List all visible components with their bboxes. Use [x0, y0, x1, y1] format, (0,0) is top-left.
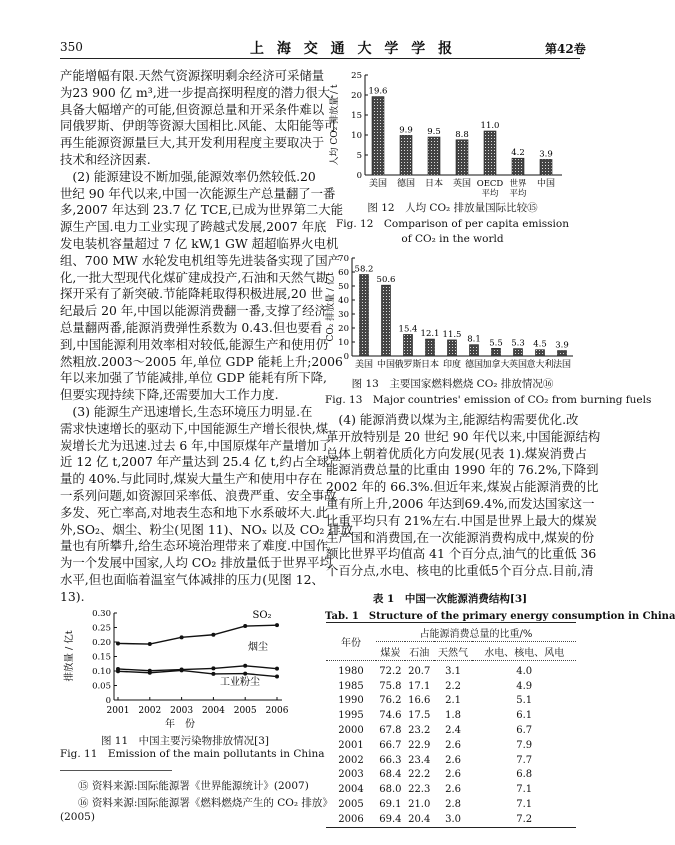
x-tick-label: 2003 — [170, 706, 194, 716]
y-tick-label: 50 — [338, 282, 349, 292]
table-row — [326, 679, 576, 694]
x-tick-label: 世界 — [509, 179, 527, 189]
y-tick-label: 10 — [351, 131, 362, 141]
table-cell: 3.1 — [445, 665, 461, 677]
x-tick-label: 2002 — [138, 706, 162, 716]
bar — [512, 158, 524, 175]
table-cell: 7.1 — [516, 784, 533, 796]
table-row — [326, 812, 576, 827]
y-tick-label: 0.05 — [92, 681, 111, 692]
header-group: 占能源消费总量的比重/% — [376, 623, 576, 642]
y-tick-label: 10 — [338, 338, 349, 348]
table-cell: 20.4 — [408, 813, 431, 825]
x-tick-label: 日本 — [424, 179, 444, 189]
text-line: 但要实现持续下降,还需要加大工作力度. — [60, 387, 279, 403]
data-label: 9.5 — [427, 127, 441, 137]
text-line: 世纪 90 年代以来,中国一次能源生产总量翻了一番 — [60, 185, 336, 201]
text-line: 探开采有了新突破.节能降耗取得积极进展,20 世 — [60, 286, 324, 302]
table-cell: 17.5 — [408, 710, 431, 722]
table-cell: 6.7 — [516, 725, 533, 737]
text-line: 年以来加强了节能减排,单位 GDP 能耗有所下降, — [60, 370, 327, 386]
data-label: 3.9 — [539, 149, 553, 160]
table-cell: 68.4 — [379, 769, 402, 781]
text-line: 近 12 亿 t,2007 年产量达到 25.4 亿 t,约占全球产 — [60, 454, 342, 470]
bar — [470, 345, 479, 356]
table-cell: 2.4 — [445, 725, 461, 737]
y-axis-label: CO₂ 排放量 / 亿t — [326, 272, 336, 342]
right-column-text — [326, 412, 601, 580]
table-cell: 21.0 — [408, 799, 431, 811]
table-cell: 7.7 — [516, 754, 533, 766]
data-label: 5.3 — [511, 338, 525, 349]
table-row — [326, 738, 576, 753]
data-label: 3.9 — [555, 340, 569, 351]
table-row — [326, 708, 576, 723]
y-tick-label: 0.25 — [92, 623, 111, 634]
table-cell: 75.8 — [379, 680, 402, 692]
fig11-caption-cn: 图 11 中国主要污染物排放情况[3] — [100, 735, 270, 747]
table-cell: 22.3 — [408, 784, 431, 796]
x-tick-label: 英国 — [452, 179, 472, 189]
data-label: 11.0 — [480, 121, 500, 131]
text-line: 产能增幅有限.天然气资源探明剩余经济可采储量 — [60, 68, 325, 83]
bar — [382, 285, 391, 356]
footnote-rule — [60, 770, 172, 771]
table-cell: 2.1 — [445, 695, 461, 707]
table-cell: 2000 — [338, 725, 364, 737]
series-line — [118, 670, 277, 676]
footnote-15: ⑮ 资料来源:国际能源署《世界能源统计》(2007) — [78, 780, 309, 792]
data-label: 9.9 — [399, 125, 413, 136]
data-label: 8.1 — [467, 334, 481, 345]
x-tick-label: OECD — [476, 179, 504, 189]
y-axis-label: 排放量 / 亿t — [64, 630, 75, 682]
y-tick-label: 20 — [338, 324, 349, 334]
fig11-caption-en: Fig. 11 Emission of the main pollutants in China — [60, 748, 325, 760]
figure-11-line-chart — [60, 600, 320, 730]
table-cell: 4.9 — [516, 680, 533, 692]
table-cell: 20.7 — [408, 665, 431, 677]
y-tick-label: 0 — [105, 696, 111, 706]
text-line: 2002 年的 66.3%.但近年来,煤炭占能源消费的比 — [326, 479, 599, 495]
data-label: 15.4 — [398, 324, 418, 335]
table-cell: 23.2 — [408, 725, 431, 737]
table-cell: 76.2 — [379, 695, 402, 707]
text-line: (4) 能源消费以煤为主,能源结构需要优化.改 — [326, 412, 579, 427]
series-label: 烟尘 — [248, 642, 268, 653]
text-line: 然粗放.2003～2005 年,单位 GDP 能耗上升;2006 — [60, 353, 343, 369]
x-tick-label: 英国 — [508, 360, 528, 370]
y-tick-label: 0.10 — [92, 667, 111, 677]
y-tick-label: 40 — [338, 296, 349, 306]
bar — [404, 334, 413, 356]
data-point — [211, 672, 215, 676]
table-cell: 7.9 — [516, 739, 533, 751]
column-header: 石油 — [409, 647, 430, 659]
text-line: 多发、死亡率高,对地表生态和地下水系破坏大.此 — [60, 504, 329, 520]
table-row — [326, 661, 576, 679]
table-cell: 2001 — [338, 739, 364, 751]
text-line: 13). — [60, 588, 85, 604]
text-line: 为一个发展中国家,人均 CO₂ 排放量低于世界平均 — [60, 555, 332, 571]
table-cell: 1990 — [338, 695, 364, 707]
x-tick-label: 2006 — [265, 706, 289, 716]
fig12-caption-cn: 图 12 人均 CO₂ 排放量国际比较⑮ — [367, 202, 538, 214]
table1-title-en: Tab. 1 Structure of the primary energy consumption in China — [325, 611, 675, 622]
text-line: (3) 能源生产迅速增长,生态环境压力明显.在 — [60, 403, 313, 419]
text-line: 需求快速增长的驱动下,中国能源生产增长很快,煤 — [60, 420, 329, 436]
table-cell: 67.8 — [379, 725, 402, 737]
table-row — [326, 694, 576, 709]
table-cell: 7.2 — [516, 813, 533, 825]
text-line: 化,一批大型现代化煤矿建成投产,石油和天然气勘 — [60, 269, 329, 285]
table-cell: 22.9 — [408, 739, 431, 751]
table-cell: 7.1 — [516, 799, 533, 811]
y-tick-label: 60 — [338, 268, 349, 278]
table-row — [326, 753, 576, 768]
y-tick-label: 20 — [351, 91, 362, 101]
bar — [426, 339, 435, 356]
table-row — [326, 723, 576, 738]
fig12-caption-en-2: of CO₂ in the world — [401, 233, 504, 245]
y-tick-label: 30 — [338, 310, 349, 320]
table-cell: 23.4 — [408, 754, 431, 766]
table-cell: 72.2 — [379, 665, 402, 677]
table-cell: 2004 — [338, 784, 364, 796]
data-point — [243, 672, 247, 676]
table-cell: 1995 — [338, 710, 364, 722]
table-cell: 74.6 — [379, 710, 402, 722]
text-line: 同俄罗斯、伊朗等资源大国相比.风能、太阳能等可 — [60, 118, 337, 134]
data-label: 5.5 — [489, 338, 503, 349]
data-label: 50.6 — [376, 275, 396, 286]
text-line: 量也有所攀升,给生态环境治理带来了难度.中国作 — [60, 538, 329, 554]
x-tick-label: 德国 — [396, 179, 416, 189]
data-point — [275, 623, 279, 627]
data-point — [243, 624, 247, 628]
x-tick-label: 意大利 — [526, 360, 554, 370]
table-cell: 6.8 — [516, 769, 533, 781]
table-cell: 17.1 — [408, 680, 431, 692]
table-cell: 2.8 — [445, 799, 461, 811]
data-point — [116, 641, 120, 645]
data-point — [275, 667, 279, 671]
data-point — [211, 666, 215, 670]
series-label: SO₂ — [252, 610, 272, 621]
text-line: 重有所上升,2006 年达到69.4%,而发达国家这一 — [326, 495, 595, 511]
bar — [372, 97, 384, 175]
text-line: 组、700 MW 水轮发电机组等先进装备实现了国产 — [60, 252, 340, 268]
y-tick-label: 0 — [356, 171, 362, 181]
table-cell: 68.0 — [379, 784, 402, 796]
text-line: 水平,但也面临着温室气体减排的压力(见图 12、 — [60, 571, 324, 587]
x-tick-label: 俄罗斯 — [394, 360, 422, 370]
x-tick-label: 德国 — [464, 360, 484, 370]
data-point — [275, 675, 279, 679]
data-point — [180, 635, 184, 639]
x-tick-label: 2005 — [233, 706, 257, 716]
table-cell: 5.1 — [516, 695, 533, 707]
header-year: 年份 — [341, 638, 361, 649]
bar — [484, 131, 496, 175]
bar — [360, 275, 369, 356]
x-tick-label: 日本 — [420, 360, 440, 370]
data-label: 58.2 — [354, 264, 374, 275]
bar — [558, 351, 567, 356]
text-line: 纪最后 20 年,中国以能源消费翻一番,支撑了经济 — [60, 303, 327, 319]
table-cell: 2006 — [338, 813, 364, 825]
series-line — [118, 666, 277, 671]
column-header: 水电、核电、风电 — [484, 647, 565, 659]
page-number: 350 — [60, 40, 83, 54]
data-point — [211, 633, 215, 637]
text-line: 革开放特别是 20 世纪 90 年代以来,中国能源结构 — [326, 428, 601, 444]
text-line: 再生能源资源量巨大,其开发利用程度主要取决于 — [60, 135, 325, 151]
data-label: 12.1 — [420, 329, 440, 340]
x-tick-label: 平均 — [509, 189, 527, 199]
text-line: 总体上朝着优质化方向发展(见表 1).煤炭消费占 — [326, 445, 587, 461]
data-label: 4.5 — [533, 339, 547, 350]
table-cell: 16.6 — [408, 695, 431, 707]
text-line: 炭增长尤为迅速.过去 6 年,中国原煤年产量增加了 — [60, 437, 332, 453]
y-tick-label: 25 — [351, 71, 362, 81]
x-tick-label: 中国 — [536, 179, 556, 189]
footnote-16: ⑯ 资料来源:国际能源署《燃料燃烧产生的 CO₂ 排放》 — [78, 797, 333, 809]
x-tick-label: 加拿大 — [482, 360, 510, 370]
table-cell: 66.7 — [379, 739, 402, 751]
table-cell: 2005 — [338, 799, 364, 811]
text-line: 生产国和消费国,在一次能源消费构成中,煤炭的份 — [326, 529, 595, 545]
table-cell: 2003 — [338, 769, 364, 781]
bar — [492, 348, 501, 356]
fig12-caption-en-1: Fig. 12 Comparison of per capita emission — [335, 218, 569, 230]
table-cell: 2002 — [338, 754, 364, 766]
table-cell: 1985 — [338, 680, 364, 692]
table-cell: 4.0 — [516, 665, 533, 677]
y-tick-label: 0 — [343, 352, 349, 362]
bar — [448, 340, 457, 356]
x-tick-label: 美国 — [368, 179, 388, 189]
figure-12-bar-chart — [325, 65, 585, 200]
text-line: 外,SO₂、烟尘、粉尘(见图 11)、NOₓ 以及 CO₂ 排放 — [60, 521, 354, 537]
footnote-16-cont: (2005) — [60, 811, 95, 823]
bar — [514, 349, 523, 356]
table-cell: 69.1 — [379, 799, 402, 811]
text-line: 比重平均只有 21%左右.中国是世界上最大的煤炭 — [326, 512, 597, 528]
y-tick-label: 70 — [338, 254, 349, 264]
y-tick-label: 0.30 — [92, 609, 111, 619]
x-tick-label: 法国 — [552, 360, 572, 370]
x-axis-label: 年 份 — [165, 719, 195, 730]
text-line: 个百分点,水电、核电的比重低5个百分点.目前,清 — [326, 563, 594, 579]
text-line: 为23 900 亿 m³,进一步提高探明程度的潜力很大, — [60, 84, 335, 100]
text-line: 技术和经济因素. — [60, 151, 151, 167]
text-line: (2) 能源建设不断加强,能源效率仍然较低.20 — [60, 168, 316, 184]
table-cell: 2.2 — [445, 680, 461, 692]
bar — [536, 350, 545, 356]
text-line: 到,中国能源利用效率相对较低,能源生产和使用仍 — [60, 336, 329, 352]
y-axis-label: 人均 CO₂ 排放量 / t — [330, 84, 340, 166]
text-line: 发电装机容量超过 7 亿 kW,1 GW 超超临界火电机 — [60, 235, 339, 251]
fig13-caption-cn: 图 13 主要国家燃料燃烧 CO₂ 排放情况⑯ — [351, 378, 554, 390]
table-row — [326, 768, 576, 783]
x-tick-label: 印度 — [442, 360, 462, 370]
text-line: 源生产国.电力工业实现了跨越式发展,2007 年底 — [60, 219, 327, 235]
text-line: 总量翻两番,能源消费弹性系数为 0.43.但也要看 — [60, 319, 323, 335]
y-tick-label: 5 — [356, 151, 362, 161]
table-cell: 2.6 — [445, 784, 461, 796]
text-line: 具备大幅增产的可能,但资源总量和开采条件难以 — [60, 101, 325, 117]
data-point — [180, 668, 184, 672]
bar — [540, 159, 552, 175]
table-row — [326, 797, 576, 812]
header-rule — [60, 58, 580, 59]
bar — [400, 135, 412, 175]
table-cell: 2.6 — [445, 769, 461, 781]
x-tick-label: 平均 — [481, 189, 499, 199]
bar — [456, 140, 468, 175]
column-header: 煤炭 — [380, 647, 401, 659]
column-header: 天然气 — [438, 647, 469, 659]
table-cell: 2.6 — [445, 754, 461, 766]
table-cell: 6.1 — [516, 710, 533, 722]
data-point — [148, 642, 152, 646]
journal-title: 上 海 交 通 大 学 学 报 — [250, 41, 457, 57]
figure-13-bar-chart — [325, 253, 585, 375]
y-tick-label: 0.15 — [92, 652, 111, 663]
table-cell: 3.0 — [445, 813, 461, 825]
data-point — [243, 664, 247, 668]
table-cell: 2.6 — [445, 739, 461, 751]
data-label: 4.2 — [511, 148, 525, 159]
text-line: 一系列问题,如资源回采率低、浪费严重、安全事故 — [60, 487, 337, 503]
table-cell: 22.2 — [408, 769, 431, 781]
data-point — [116, 669, 120, 673]
fig13-caption-en: Fig. 13 Major countries' emission of CO₂ from burning fuels — [325, 394, 652, 406]
y-tick-label: 15 — [351, 111, 362, 121]
table-cell: 1.8 — [445, 710, 461, 722]
x-tick-label: 2004 — [201, 706, 225, 716]
table1 — [326, 622, 576, 828]
table1-title-cn: 表 1 中国一次能源消费结构[3] — [372, 593, 528, 605]
text-line: 多,2007 年达到 23.7 亿 TCE,已成为世界第二大能 — [60, 202, 344, 218]
series-label: 工业粉尘 — [220, 677, 260, 688]
text-line: 能源消费总量的比重由 1990 年的 76.2%,下降到 — [326, 462, 599, 478]
data-label: 11.5 — [442, 329, 462, 340]
x-tick-label: 美国 — [354, 360, 374, 370]
x-tick-label: 中国 — [376, 360, 396, 370]
data-point — [148, 671, 152, 675]
table-cell: 1980 — [338, 665, 364, 677]
text-line: 量的 40%.与此同时,煤炭大量生产和使用中存在 — [60, 471, 323, 487]
table-cell: 69.4 — [379, 813, 402, 825]
x-tick-label: 2001 — [106, 706, 130, 716]
table-cell: 66.3 — [379, 754, 402, 766]
data-label: 19.6 — [368, 86, 388, 97]
table-row — [326, 782, 576, 797]
y-tick-label: 0.20 — [92, 638, 111, 648]
volume: 第42卷 — [545, 42, 586, 56]
text-line: 额比世界平均值高 41 个百分点,油气的比重低 36 — [326, 546, 597, 562]
bar — [428, 137, 440, 175]
data-label: 8.8 — [455, 129, 469, 140]
